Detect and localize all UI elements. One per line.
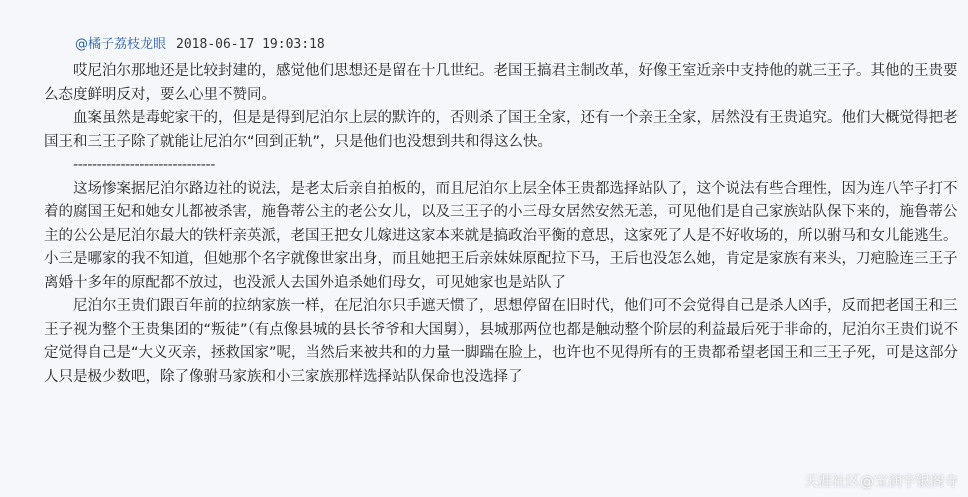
paragraph-3: 这场惨案据尼泊尔路边社的说法，是老太后亲自拍板的，而且尼泊尔上层全体王贵都选择站队了，这个说法有些合理性，因为连八竿子打不着的腐国王妃和她女儿都被杀害，施鲁蒂公主的老公女儿，以及三王子的小三母女居然安然无恙，可见他们是自己家族站队保下来的，施鲁蒂公主的公公是尼泊尔最大的铁杆亲英派，老国王把女儿嫁进这家本来就是搞政治平衡的意思，这家死了人是不好收场的，所以驸马和女儿能逃生。小三是哪家的我不知道，但她那个名字就像世家出身，而且她把王后亲妹妹原配拉下马，王后也没怎么她，肯定是家族有来头，刀疤脸连三王子离婚十多年的原配都不放过，也没派人去国外追杀她们母女，可见她家也是站队了 bbox=[44, 180, 958, 291]
author-link[interactable]: @橘子荔枝龙眼 bbox=[75, 37, 167, 52]
separator-line: ------------------------------ bbox=[73, 157, 215, 173]
paragraph-2: 血案虽然是毒蛇家干的，但是是得到尼泊尔上层的默许的，否则杀了国王全家，还有一个亲王全家，居然没有王贵追究。他们大概觉得把老国王和三王子除了就能让尼泊尔“回到正轨”，只是他们也没想到共和得这么快。 bbox=[44, 110, 958, 150]
post-timestamp: 2018-06-17 19:03:18 bbox=[176, 37, 325, 52]
paragraph-1: 哎尼泊尔那地还是比较封建的，感觉他们思想还是留在十几世纪。老国王搞君主制改革，好像王室近亲中支持他的就三王子。其他的王贵要么态度鲜明反对，要么心里不赞同。 bbox=[44, 63, 958, 103]
paragraph-4: 尼泊尔王贵们跟百年前的拉纳家族一样，在尼泊尔只手遮天惯了，思想停留在旧时代，他们可不会觉得自己是杀人凶手，反而把老国王和三王子视为整个王贵集团的“叛徒”（有点像县城的县长爷爷和大国舅），县城那两位也都是触动整个阶层的利益最后死于非命的，尼泊尔王贵们说不定觉得自己是“大义灭亲，拯救国家”呢，当然后来被共和的力量一脚踹在脸上，也许也不见得所有的王贵都希望老国王和三王子死，可是这部分人只是极少数吧，除了像驸马家族和小三家族那样选择站队保命也没选择了 bbox=[44, 298, 959, 385]
post-meta bbox=[75, 36, 325, 54]
site-watermark: 天涯社区@宝润宇银阁寺 bbox=[804, 474, 958, 490]
post-content bbox=[44, 60, 962, 389]
